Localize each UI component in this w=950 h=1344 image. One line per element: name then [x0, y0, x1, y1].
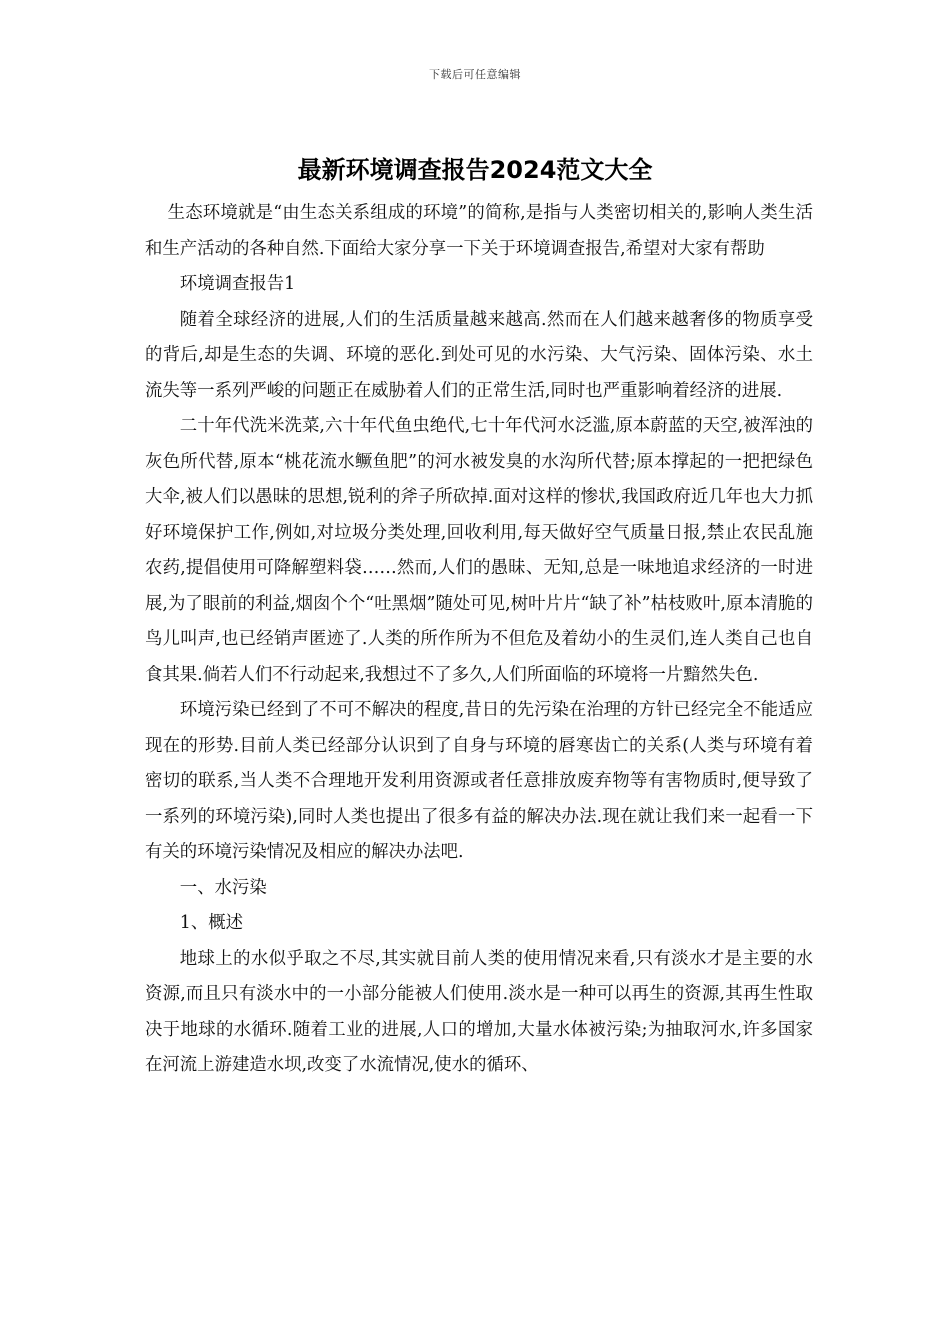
document-body — [145, 196, 813, 1084]
body-paragraph: 环境污染已经到了不可不解决的程度,昔日的先污染在治理的方针已经完全不能适应现在的形势.目前人类已经部分认识到了自身与环境的唇寒齿亡的关系(人类与环境有着密切的联系,当人类不合理地开发利用资源或者任意排放废弃物等有害物质时,便导致了一系列的环境污染),同时人类也提出了很多有益的解决办法.现在就让我们来一起看一下有关的环境污染情况及相应的解决办法吧. — [145, 700, 813, 862]
body-paragraph: 二十年代洗米洗菜,六十年代鱼虫绝代,七十年代河水泛滥,原本蔚蓝的天空,被浑浊的灰色所代替,原本“桃花流水鳜鱼肥”的河水被发臭的水沟所代替;原本撑起的一把把绿色大伞,被人们以愚昧的思想,锐利的斧子所砍掉.面对这样的惨状,我国政府近几年也大力抓好环境保护工作,例如,对垃圾分类处理,回收利用,每天做好空气质量日报,禁止农民乱施农药,提倡使用可降解塑料袋……然而,人们的愚昧、无知,总是一味地追求经济的一时进展,为了眼前的利益,烟囱个个“吐黑烟”随处可见,树叶片片“缺了补”枯枝败叶,原本清脆的鸟儿叫声,也已经销声匿迹了.人类的所作所为不但危及着幼小的生灵们,连人类自己也自食其果.倘若人们不行动起来,我想过不了多久,人们所面临的环境将一片黯然失色. — [145, 416, 813, 685]
page-title: 最新环境调查报告2024范文大全 — [297, 156, 653, 184]
header-note: 下载后可任意编辑 — [429, 68, 521, 81]
body-paragraph: 地球上的水似乎取之不尽,其实就目前人类的使用情况来看,只有淡水才是主要的水资源,而且只有淡水中的一小部分能被人们使用.淡水是一种可以再生的资源,其再生性取决于地球的水循环.随着工业的进展,人口的增加,大量水体被污染;为抽取河水,许多国家在河流上游建造水坝,改变了水流情况,使水的循环、 — [145, 948, 813, 1075]
report-heading: 环境调查报告1 — [179, 274, 296, 294]
intro-paragraph: 生态环境就是“由生态关系组成的环境”的简称,是指与人类密切相关的,影响人类生活和生产活动的各种自然.下面给大家分享一下关于环境调查报告,希望对大家有帮助 — [145, 203, 813, 259]
section-heading: 一、水污染 — [179, 877, 267, 898]
subsection-heading: 1、概述 — [179, 913, 244, 933]
body-paragraph: 随着全球经济的进展,人们的生活质量越来越高.然而在人们越来越奢侈的物质享受的背后,却是生态的失调、环境的恶化.到处可见的水污染、大气污染、固体污染、水土流失等一系列严峻的问题正在威胁着人们的正常生活,同时也严重影响着经济的进展. — [145, 309, 813, 401]
